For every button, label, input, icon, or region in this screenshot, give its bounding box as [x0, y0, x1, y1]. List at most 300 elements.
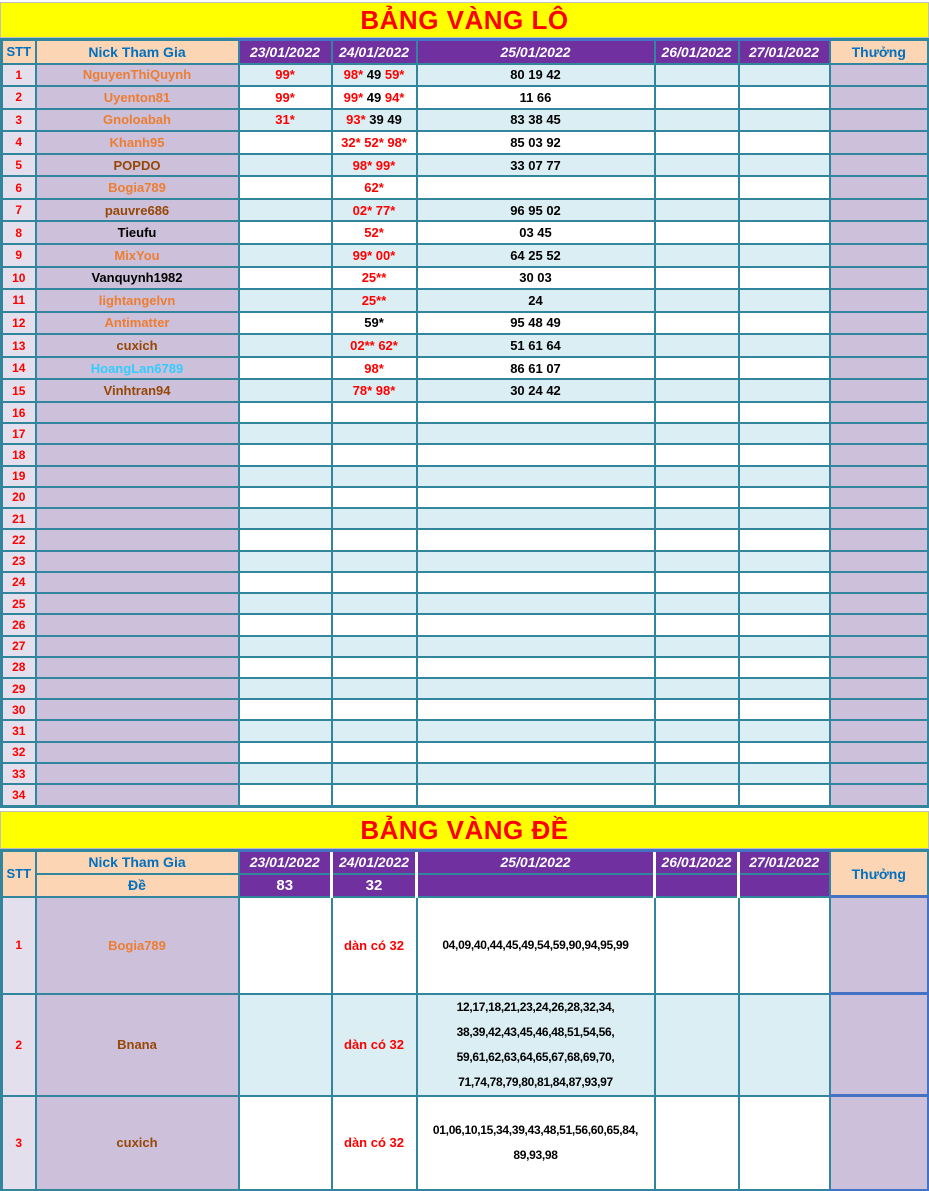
date-cell-25-01	[417, 657, 655, 678]
de-row-2	[2, 994, 929, 1096]
date-cell-23-01	[239, 131, 332, 154]
date-cell-26-01	[655, 379, 739, 402]
nick-cell: Gnoloabah	[36, 109, 239, 132]
de-reward-header: Thưởng	[830, 851, 929, 897]
date-cell-25-01	[417, 784, 655, 806]
date-cell-23-01	[239, 551, 332, 572]
de-stt-header: STT	[2, 851, 36, 897]
lo-date-header-23-01: 23/01/2022	[239, 40, 332, 64]
nick-cell	[36, 508, 239, 529]
de-table-body	[2, 897, 929, 1191]
date-cell-23-01	[239, 1096, 332, 1191]
lo-row-33	[2, 763, 929, 784]
date-cell-27-01	[739, 720, 830, 741]
lo-row-28	[2, 657, 929, 678]
date-cell-27-01	[739, 636, 830, 657]
number-line: 71,74,78,79,80,81,84,87,93,97	[458, 1074, 613, 1089]
date-cell-23-01	[239, 593, 332, 614]
nick-cell: lightangelvn	[36, 289, 239, 312]
nick-cell: Tieufu	[36, 221, 239, 244]
date-cell-24-01	[332, 199, 417, 222]
nick-cell	[36, 699, 239, 720]
nick-cell: Bnana	[36, 994, 239, 1096]
stt-cell: 11	[2, 289, 36, 312]
lo-row-29	[2, 678, 929, 699]
nick-cell: pauvre686	[36, 199, 239, 222]
lo-row-13	[2, 334, 929, 357]
date-cell-25-01	[417, 423, 655, 444]
date-cell-27-01	[739, 614, 830, 635]
de-date-header-25-01: 25/01/2022	[417, 851, 655, 874]
date-cell-24-01	[332, 334, 417, 357]
nick-cell: NguyenThiQuynh	[36, 64, 239, 87]
reward-cell	[830, 444, 929, 465]
date-cell-26-01	[655, 720, 739, 741]
bang-vang-de-table	[0, 849, 929, 1191]
date-cell-23-01	[239, 423, 332, 444]
date-cell-25-01: 80 19 42	[417, 64, 655, 87]
date-cell-23-01	[239, 678, 332, 699]
stt-cell: 28	[2, 657, 36, 678]
nick-cell: POPDO	[36, 154, 239, 177]
date-cell-25-01	[417, 444, 655, 465]
nick-cell: Bogia789	[36, 176, 239, 199]
date-cell-26-01	[655, 994, 739, 1096]
value-segment: 94*	[381, 89, 405, 105]
date-cell-26-01	[655, 244, 739, 267]
date-cell-24-01	[332, 572, 417, 593]
date-cell-24-01	[332, 423, 417, 444]
date-cell-27-01	[739, 763, 830, 784]
lo-row-1	[2, 64, 929, 87]
lo-row-7	[2, 199, 929, 222]
date-cell-26-01	[655, 176, 739, 199]
date-cell-27-01	[739, 678, 830, 699]
lo-row-32	[2, 742, 929, 763]
reward-cell	[830, 742, 929, 763]
date-cell-24-01	[332, 402, 417, 423]
lo-row-2	[2, 86, 929, 109]
lo-row-20	[2, 487, 929, 508]
date-cell-25-01: 64 25 52	[417, 244, 655, 267]
stt-cell: 9	[2, 244, 36, 267]
nick-cell	[36, 444, 239, 465]
stt-cell: 1	[2, 64, 36, 87]
value-segment: 99*	[343, 89, 364, 105]
date-cell-27-01	[739, 334, 830, 357]
date-cell-25-01	[417, 763, 655, 784]
date-cell-26-01	[655, 312, 739, 335]
date-cell-27-01	[739, 267, 830, 290]
date-cell-25-01	[417, 402, 655, 423]
nick-cell: cuxich	[36, 334, 239, 357]
date-cell-25-01: 24	[417, 289, 655, 312]
date-cell-23-01	[239, 487, 332, 508]
date-cell-24-01	[332, 64, 417, 87]
lo-row-22	[2, 529, 929, 550]
nick-cell	[36, 593, 239, 614]
date-cell-23-01	[239, 763, 332, 784]
date-cell-25-01	[417, 614, 655, 635]
date-cell-24-01	[332, 379, 417, 402]
date-cell-27-01	[739, 572, 830, 593]
stt-cell: 29	[2, 678, 36, 699]
lo-row-24	[2, 572, 929, 593]
value-segment: 59*	[381, 67, 405, 83]
stt-cell: 13	[2, 334, 36, 357]
date-cell-24-01	[332, 131, 417, 154]
date-cell-26-01	[655, 657, 739, 678]
stt-cell: 16	[2, 402, 36, 423]
lo-reward-header: Thưởng	[830, 40, 929, 64]
date-cell-26-01	[655, 699, 739, 720]
lo-row-26	[2, 614, 929, 635]
date-cell-23-01	[239, 636, 332, 657]
stt-cell: 1	[2, 897, 36, 994]
value-segment: 59*	[364, 315, 384, 331]
date-cell-25-01: 51 61 64	[417, 334, 655, 357]
date-cell-23-01	[239, 572, 332, 593]
date-cell-26-01	[655, 131, 739, 154]
date-cell-24-01	[332, 699, 417, 720]
stt-cell: 27	[2, 636, 36, 657]
date-cell-26-01	[655, 86, 739, 109]
date-cell-27-01	[739, 402, 830, 423]
reward-cell	[830, 487, 929, 508]
date-cell-23-01	[239, 720, 332, 741]
reward-cell	[830, 636, 929, 657]
reward-cell	[830, 572, 929, 593]
lo-row-19	[2, 466, 929, 487]
date-cell-27-01	[739, 994, 830, 1096]
date-cell-26-01	[655, 109, 739, 132]
reward-cell	[830, 199, 929, 222]
value-segment: 98*	[343, 67, 364, 83]
reward-cell	[830, 109, 929, 132]
lo-row-21	[2, 508, 929, 529]
lo-row-12	[2, 312, 929, 335]
reward-cell	[830, 699, 929, 720]
date-cell-24-01	[332, 487, 417, 508]
date-cell-27-01	[739, 699, 830, 720]
stt-cell: 20	[2, 487, 36, 508]
nick-cell	[36, 742, 239, 763]
nick-cell	[36, 466, 239, 487]
date-cell-23-01	[239, 176, 332, 199]
date-cell-23-01	[239, 221, 332, 244]
de-sub-value-23-01: 83	[239, 874, 332, 897]
date-cell-26-01	[655, 742, 739, 763]
nick-cell: HoangLan6789	[36, 357, 239, 380]
date-cell-23-01	[239, 699, 332, 720]
date-cell-25-01	[417, 897, 655, 994]
stt-cell: 17	[2, 423, 36, 444]
value-segment: 25**	[361, 270, 387, 286]
de-date-header-24-01: 24/01/2022	[332, 851, 417, 874]
date-cell-24-01	[332, 267, 417, 290]
date-cell-25-01: 30 03	[417, 267, 655, 290]
date-cell-24-01	[332, 657, 417, 678]
stt-cell: 6	[2, 176, 36, 199]
date-cell-25-01	[417, 636, 655, 657]
date-cell-26-01	[655, 678, 739, 699]
value-segment: 39 49	[365, 112, 402, 128]
date-cell-24-01	[332, 109, 417, 132]
lo-row-11	[2, 289, 929, 312]
value-segment: 78* 98*	[352, 383, 396, 399]
date-cell-24-01	[332, 784, 417, 806]
date-cell-23-01	[239, 657, 332, 678]
date-cell-26-01	[655, 636, 739, 657]
de-sub-label: Đề	[36, 874, 239, 897]
date-cell-23-01	[239, 444, 332, 465]
nick-cell	[36, 529, 239, 550]
date-cell-24-01	[332, 86, 417, 109]
date-cell-27-01	[739, 593, 830, 614]
date-cell-26-01	[655, 551, 739, 572]
date-cell-27-01	[739, 244, 830, 267]
date-cell-27-01	[739, 551, 830, 572]
stt-cell: 10	[2, 267, 36, 290]
stt-cell: 31	[2, 720, 36, 741]
nick-cell	[36, 551, 239, 572]
de-sub-value-25-01	[417, 874, 655, 897]
date-cell-25-01	[417, 551, 655, 572]
date-cell-27-01	[739, 657, 830, 678]
stt-cell: 4	[2, 131, 36, 154]
lo-date-header-26-01: 26/01/2022	[655, 40, 739, 64]
date-cell-23-01	[239, 402, 332, 423]
date-cell-26-01	[655, 357, 739, 380]
date-cell-24-01	[332, 357, 417, 380]
date-cell-24-01	[332, 551, 417, 572]
stt-cell: 15	[2, 379, 36, 402]
date-cell-27-01	[739, 742, 830, 763]
reward-cell	[830, 312, 929, 335]
bang-vang-lo-table	[0, 38, 929, 808]
date-cell-26-01	[655, 593, 739, 614]
date-cell-27-01	[739, 357, 830, 380]
reward-cell	[830, 357, 929, 380]
date-cell-23-01	[239, 267, 332, 290]
date-cell-24-01	[332, 763, 417, 784]
de-header-row	[2, 851, 929, 874]
date-cell-25-01: 83 38 45	[417, 109, 655, 132]
date-cell-23-01	[239, 994, 332, 1096]
stt-cell: 18	[2, 444, 36, 465]
stt-cell: 14	[2, 357, 36, 380]
date-cell-26-01	[655, 64, 739, 87]
lo-row-31	[2, 720, 929, 741]
date-cell-25-01: 85 03 92	[417, 131, 655, 154]
date-cell-27-01	[739, 444, 830, 465]
nick-cell	[36, 720, 239, 741]
lo-row-17	[2, 423, 929, 444]
date-cell-24-01	[332, 289, 417, 312]
reward-cell	[830, 994, 929, 1096]
date-cell-23-01	[239, 154, 332, 177]
number-line: 59,61,62,63,64,65,67,68,69,70,	[456, 1049, 615, 1064]
date-cell-24-01	[332, 444, 417, 465]
reward-cell	[830, 678, 929, 699]
reward-cell	[830, 267, 929, 290]
reward-cell	[830, 154, 929, 177]
stt-cell: 19	[2, 466, 36, 487]
lo-date-header-25-01: 25/01/2022	[417, 40, 655, 64]
nick-cell	[36, 487, 239, 508]
de-title: BẢNG VÀNG ĐỀ	[0, 811, 929, 849]
nick-cell	[36, 784, 239, 806]
stt-cell: 3	[2, 109, 36, 132]
de-sub-value-24-01: 32	[332, 874, 417, 897]
stt-cell: 30	[2, 699, 36, 720]
date-cell-26-01	[655, 784, 739, 806]
date-cell-27-01	[739, 109, 830, 132]
date-cell-27-01	[739, 289, 830, 312]
date-cell-24-01: dàn có 32	[332, 1096, 417, 1191]
reward-cell	[830, 64, 929, 87]
lo-row-34	[2, 784, 929, 806]
date-cell-23-01	[239, 742, 332, 763]
value-segment: 25**	[361, 292, 387, 308]
nick-cell	[36, 572, 239, 593]
nick-cell	[36, 402, 239, 423]
date-cell-25-01	[417, 487, 655, 508]
de-sub-value-27-01	[739, 874, 830, 897]
lo-table-body	[2, 64, 929, 807]
reward-cell	[830, 784, 929, 806]
stt-cell: 32	[2, 742, 36, 763]
date-cell-23-01	[239, 614, 332, 635]
date-cell-26-01	[655, 444, 739, 465]
date-cell-27-01	[739, 379, 830, 402]
date-cell-24-01: dàn có 32	[332, 994, 417, 1096]
stt-cell: 25	[2, 593, 36, 614]
date-cell-25-01	[417, 678, 655, 699]
date-cell-24-01	[332, 614, 417, 635]
date-cell-27-01	[739, 508, 830, 529]
date-cell-27-01	[739, 784, 830, 806]
reward-cell	[830, 466, 929, 487]
value-segment: 02* 77*	[352, 202, 396, 218]
lo-stt-header: STT	[2, 40, 36, 64]
stt-cell: 8	[2, 221, 36, 244]
reward-cell	[830, 763, 929, 784]
value-segment: 62*	[364, 180, 384, 196]
date-cell-25-01	[417, 699, 655, 720]
date-cell-23-01	[239, 784, 332, 806]
lo-title: BẢNG VÀNG LÔ	[0, 2, 929, 38]
value-segment: 31*	[275, 112, 295, 128]
date-cell-25-01	[417, 720, 655, 741]
date-cell-27-01	[739, 64, 830, 87]
date-cell-24-01	[332, 312, 417, 335]
date-cell-23-01	[239, 109, 332, 132]
de-subheader-row	[2, 874, 929, 897]
date-cell-26-01	[655, 763, 739, 784]
reward-cell	[830, 402, 929, 423]
date-cell-25-01	[417, 1096, 655, 1191]
de-date-header-26-01: 26/01/2022	[655, 851, 739, 874]
date-cell-26-01	[655, 572, 739, 593]
date-cell-27-01	[739, 131, 830, 154]
nick-cell	[36, 657, 239, 678]
nick-cell	[36, 423, 239, 444]
date-cell-26-01	[655, 466, 739, 487]
date-cell-24-01	[332, 466, 417, 487]
date-cell-23-01	[239, 312, 332, 335]
de-row-1	[2, 897, 929, 994]
date-cell-23-01	[239, 289, 332, 312]
lo-date-header-24-01: 24/01/2022	[332, 40, 417, 64]
date-cell-25-01: 03 45	[417, 221, 655, 244]
lo-row-27	[2, 636, 929, 657]
reward-cell	[830, 657, 929, 678]
stt-cell: 21	[2, 508, 36, 529]
date-cell-24-01	[332, 636, 417, 657]
date-cell-24-01	[332, 244, 417, 267]
nick-cell: Uyenton81	[36, 86, 239, 109]
date-cell-25-01	[417, 593, 655, 614]
date-cell-23-01	[239, 64, 332, 87]
lo-row-5	[2, 154, 929, 177]
date-cell-24-01	[332, 508, 417, 529]
date-cell-26-01	[655, 199, 739, 222]
date-cell-23-01	[239, 199, 332, 222]
lo-row-9	[2, 244, 929, 267]
reward-cell	[830, 593, 929, 614]
date-cell-24-01	[332, 221, 417, 244]
date-cell-23-01	[239, 897, 332, 994]
value-segment: 98* 99*	[352, 157, 396, 173]
value-segment: 99* 00*	[352, 247, 396, 263]
value-segment: 99*	[275, 89, 295, 105]
date-cell-27-01	[739, 154, 830, 177]
date-cell-26-01	[655, 154, 739, 177]
nick-cell: Vanquynh1982	[36, 267, 239, 290]
reward-cell	[830, 551, 929, 572]
reward-cell	[830, 508, 929, 529]
nick-cell: Bogia789	[36, 897, 239, 994]
de-sub-value-26-01	[655, 874, 739, 897]
stt-cell: 23	[2, 551, 36, 572]
date-cell-24-01	[332, 742, 417, 763]
lo-row-4	[2, 131, 929, 154]
date-cell-23-01	[239, 357, 332, 380]
date-cell-25-01	[417, 742, 655, 763]
number-line: 38,39,42,43,45,46,48,51,54,56,	[456, 1024, 615, 1039]
nick-cell	[36, 614, 239, 635]
number-line: 01,06,10,15,34,39,43,48,51,56,60,65,84,	[432, 1122, 639, 1137]
date-cell-27-01	[739, 487, 830, 508]
date-cell-26-01	[655, 402, 739, 423]
date-cell-25-01: 33 07 77	[417, 154, 655, 177]
date-cell-25-01: 96 95 02	[417, 199, 655, 222]
value-segment: 98*	[364, 360, 384, 376]
stt-cell: 33	[2, 763, 36, 784]
de-nick-header: Nick Tham Gia	[36, 851, 239, 874]
lo-row-14	[2, 357, 929, 380]
date-cell-24-01: dàn có 32	[332, 897, 417, 994]
date-cell-26-01	[655, 529, 739, 550]
date-cell-26-01	[655, 221, 739, 244]
date-cell-26-01	[655, 614, 739, 635]
date-cell-27-01	[739, 1096, 830, 1191]
reward-cell	[830, 614, 929, 635]
date-cell-27-01	[739, 529, 830, 550]
date-cell-24-01	[332, 593, 417, 614]
date-cell-25-01: 95 48 49	[417, 312, 655, 335]
